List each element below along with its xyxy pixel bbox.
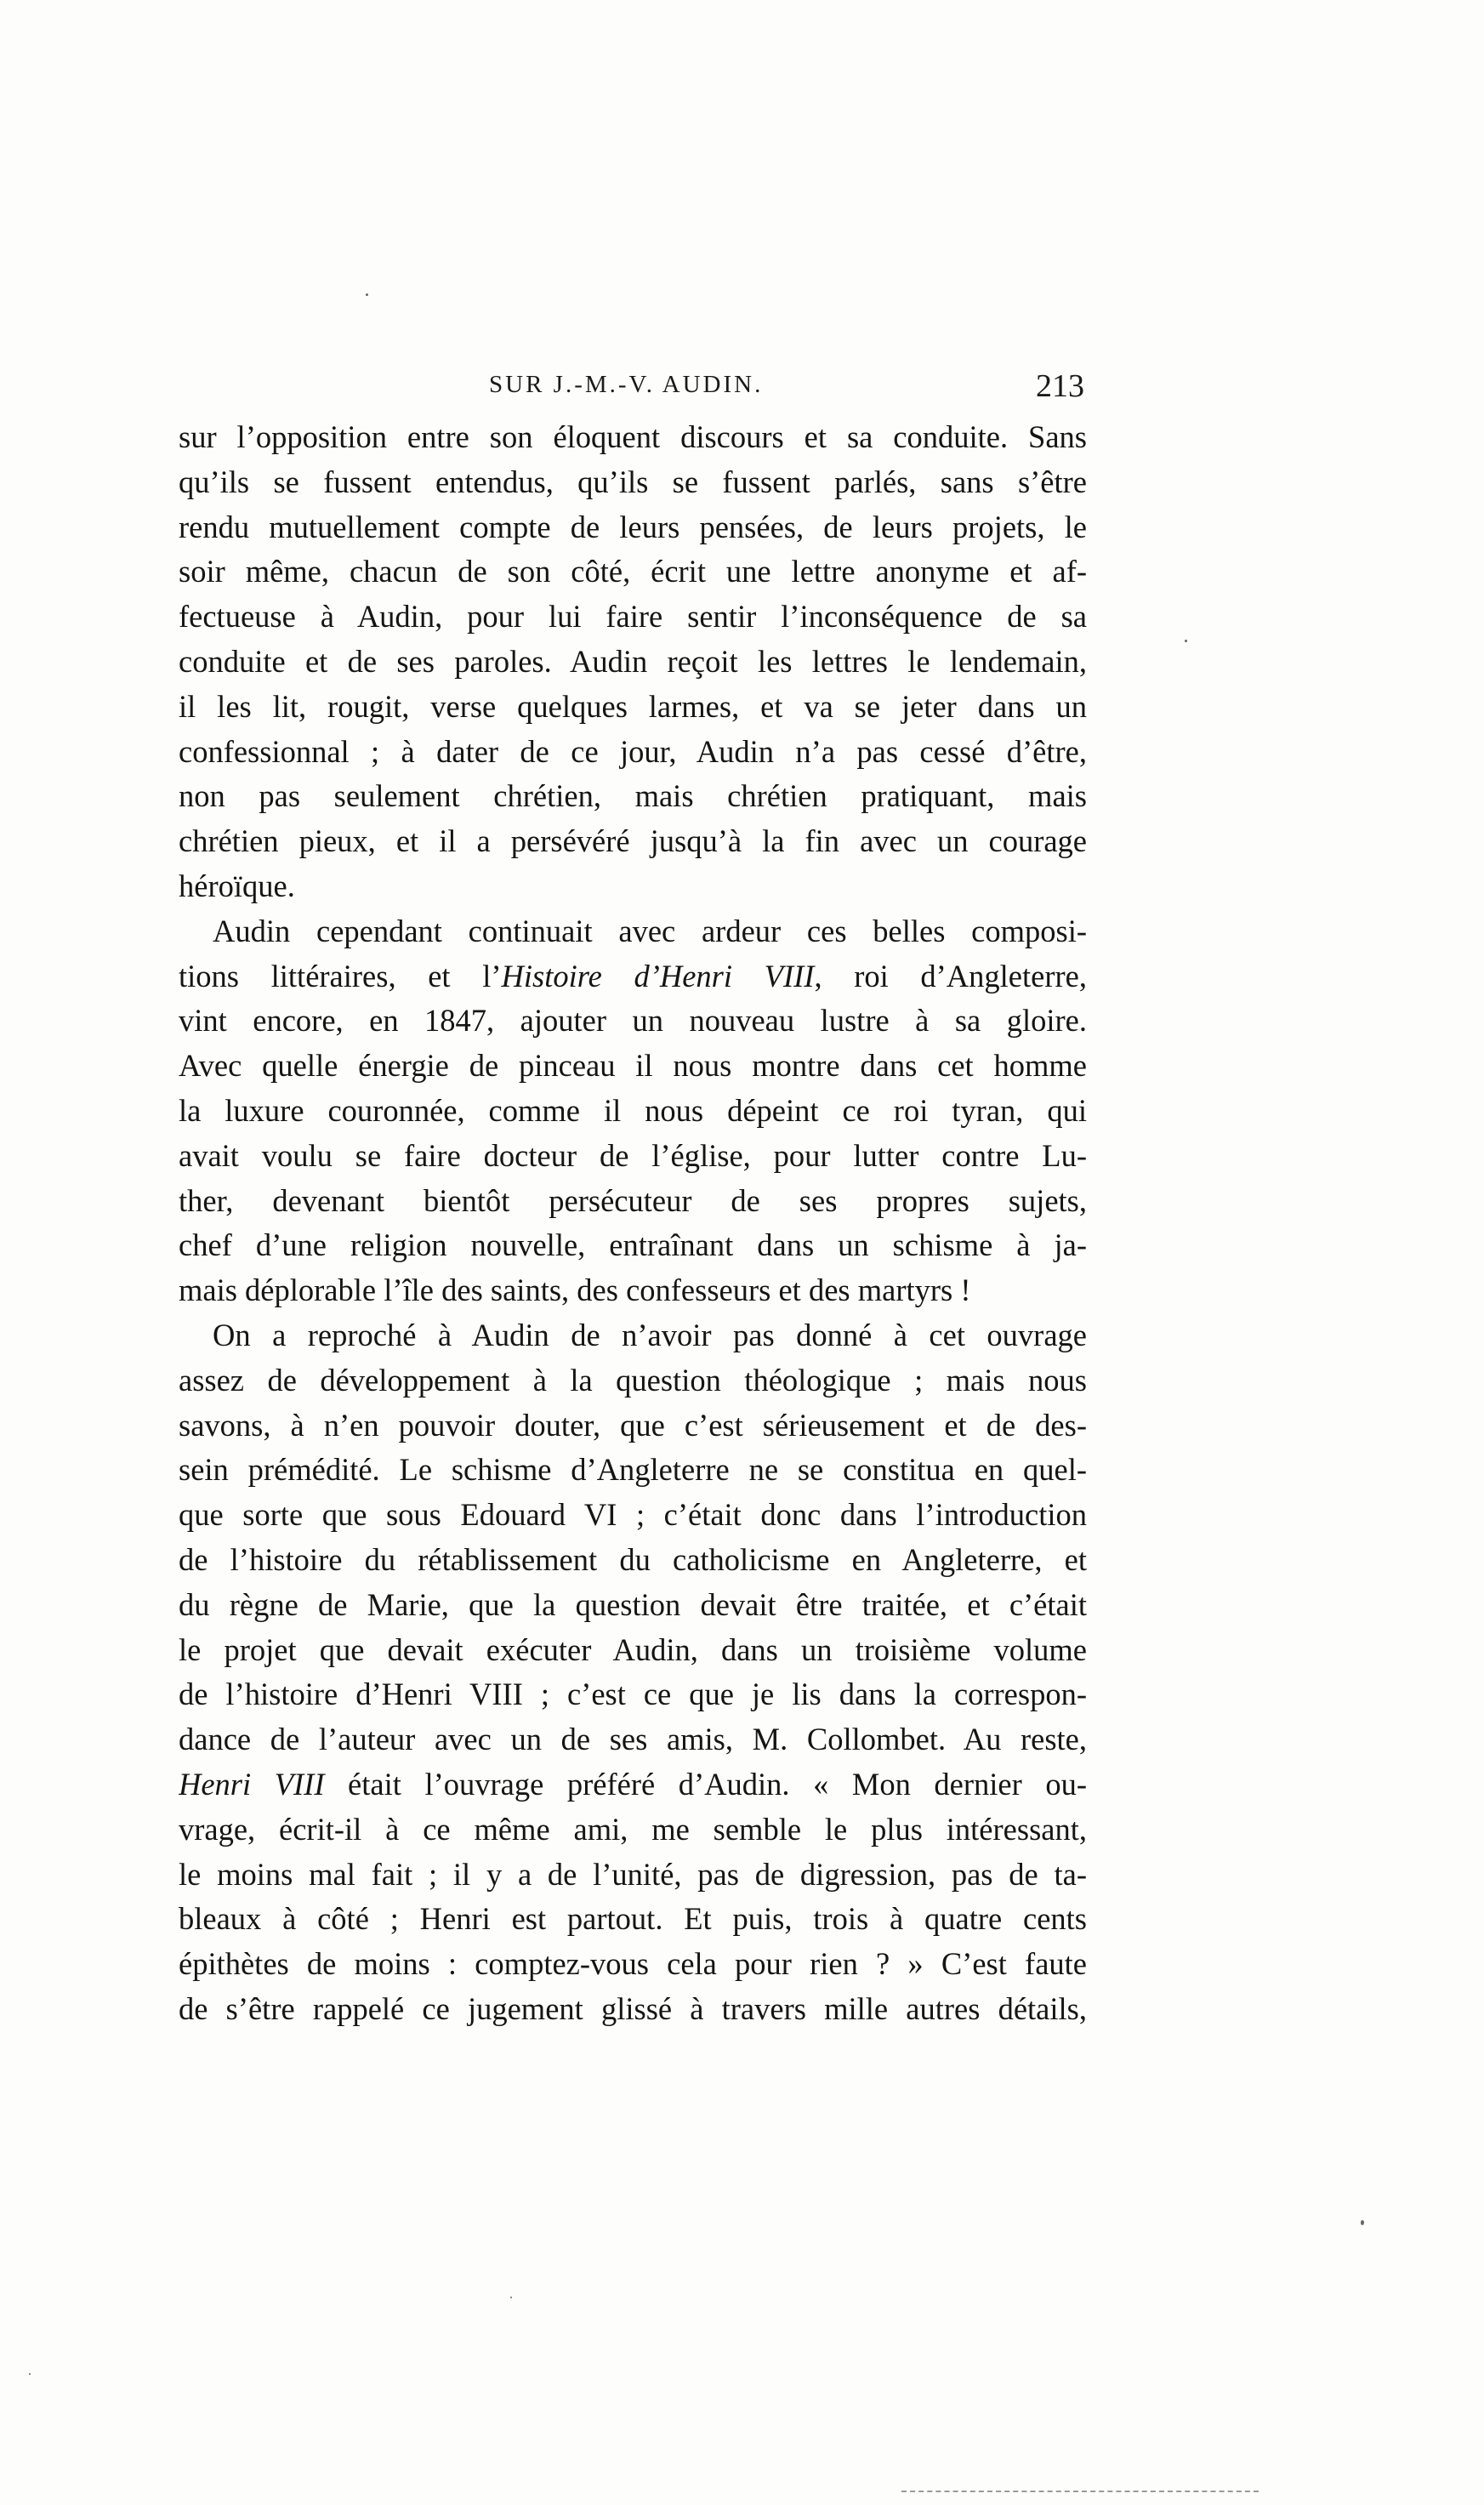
- text-line: [179, 730, 1087, 775]
- italic-title: Henri VIII: [179, 1766, 325, 1802]
- text-line: [179, 1583, 1087, 1628]
- scan-speck: [29, 2373, 31, 2375]
- scan-speck: [510, 2297, 512, 2298]
- text-line: [179, 1762, 1087, 1808]
- text-segment: fectueuse à Audin, pour lui faire sentir l’inconséquence de sa: [179, 599, 1087, 635]
- text-segment: , roi d’Angleterre,: [814, 958, 1087, 993]
- text-line: [179, 1538, 1087, 1583]
- italic-title: Histoire d’Henri VIII: [501, 958, 815, 993]
- text-segment: ther, devenant bientôt persécuteur de ses propres sujets,: [179, 1182, 1087, 1218]
- text-line: [179, 1403, 1087, 1449]
- text-segment: le projet que devait exécuter Audin, dans un troisième volume: [179, 1631, 1087, 1667]
- text-segment: vint encore, en 1847, ajouter un nouveau lustre à sa gloire.: [179, 1003, 1087, 1039]
- scan-speck: [1185, 640, 1187, 642]
- text-segment: épithètes de moins : comptez-vous cela pour rien ? » C’est faute: [179, 1946, 1087, 1982]
- text-segment: assez de développement à la question théologique ; mais nous: [179, 1362, 1087, 1398]
- text-segment: Audin cependant continuait avec ardeur ces belles composi-: [213, 913, 1087, 948]
- page-number: 213: [1036, 368, 1084, 404]
- text-segment: avait voulu se faire docteur de l’église, pour lutter contre Lu-: [179, 1137, 1087, 1173]
- text-line: [179, 460, 1087, 505]
- text-segment: héroïque.: [179, 868, 295, 903]
- text-segment: tions littéraires, et l’: [179, 958, 502, 993]
- text-segment: mais déplorable l’île des saints, des confesseurs et des martyrs !: [179, 1272, 971, 1308]
- text-segment: de s’être rappelé ce jugement glissé à travers mille autres détails,: [179, 1990, 1087, 2026]
- text-segment: dance de l’auteur avec un de ses amis, M. Collombet. Au reste,: [179, 1722, 1087, 1757]
- text-segment: savons, à n’en pouvoir douter, que c’est sérieusement et de des-: [179, 1407, 1087, 1443]
- text-line: [179, 1448, 1087, 1493]
- text-line: [179, 1089, 1087, 1134]
- text-line: [179, 954, 1087, 999]
- text-line: [179, 1853, 1087, 1898]
- text-line: [179, 640, 1087, 685]
- text-line: [179, 1672, 1087, 1717]
- text-line: [179, 864, 1087, 909]
- body-text: [179, 415, 1087, 2032]
- text-segment: vrage, écrit-il à ce même ami, me semble le plus intéressant,: [179, 1811, 1087, 1847]
- scan-speck: [366, 293, 368, 296]
- text-line: [179, 819, 1087, 864]
- text-segment: qu’ils se fussent entendus, qu’ils se fussent parlés, sans s’être: [179, 464, 1087, 499]
- text-segment: sur l’opposition entre son éloquent discours et sa conduite. Sans: [179, 419, 1087, 454]
- text-segment: non pas seulement chrétien, mais chrétien pratiquant, mais: [179, 778, 1087, 814]
- scan-edge-rule: [901, 2491, 1259, 2492]
- text-segment: chrétien pieux, et il a persévéré jusqu’à la fin avec un courage: [179, 823, 1087, 859]
- text-line: [179, 1897, 1087, 1942]
- text-segment: de l’histoire d’Henri VIII ; c’est ce que je lis dans la correspon-: [179, 1677, 1087, 1712]
- text-segment: chef d’une religion nouvelle, entraînant dans un schisme à ja-: [179, 1227, 1087, 1263]
- text-segment: bleaux à côté ; Henri est partout. Et puis, trois à quatre cents: [179, 1901, 1087, 1937]
- page-header: [183, 367, 1084, 410]
- text-segment: conduite et de ses paroles. Audin reçoit les lettres le lendemain,: [179, 643, 1087, 679]
- text-line: [179, 1134, 1087, 1179]
- text-line: [179, 1268, 1087, 1313]
- text-line: [179, 1987, 1087, 2032]
- text-segment: rendu mutuellement compte de leurs pensées, de leurs projets, le: [179, 509, 1087, 544]
- text-line: [179, 1942, 1087, 1987]
- text-segment: confessionnal ; à dater de ce jour, Audin n’a pas cessé d’être,: [179, 733, 1087, 769]
- text-line: [179, 1493, 1087, 1538]
- text-segment: Avec quelle énergie de pinceau il nous montre dans cet homme: [179, 1048, 1087, 1084]
- text-segment: sein prémédité. Le schisme d’Angleterre ne se constitua en quel-: [179, 1452, 1087, 1488]
- text-line: [179, 595, 1087, 640]
- text-line: [179, 1717, 1087, 1762]
- text-line: [179, 1358, 1087, 1403]
- text-segment: était l’ouvrage préféré d’Audin. « Mon dernier ou-: [324, 1766, 1087, 1802]
- text-line: [179, 1223, 1087, 1268]
- text-line: [179, 1044, 1087, 1089]
- text-line: [179, 999, 1087, 1044]
- text-line: [179, 1808, 1087, 1853]
- text-line: [179, 909, 1087, 954]
- text-segment: du règne de Marie, que la question devait être traitée, et c’était: [179, 1586, 1087, 1622]
- text-line: [179, 774, 1087, 819]
- text-line: [179, 549, 1087, 595]
- scan-speck: [1361, 2220, 1364, 2225]
- text-line: [179, 1313, 1087, 1358]
- text-segment: la luxure couronnée, comme il nous dépeint ce roi tyran, qui: [179, 1092, 1087, 1128]
- text-line: [179, 415, 1087, 460]
- text-segment: soir même, chacun de son côté, écrit une lettre anonyme et af-: [179, 554, 1087, 589]
- text-line: [179, 1179, 1087, 1224]
- text-line: [179, 1628, 1087, 1673]
- text-segment: le moins mal fait ; il y a de l’unité, pas de digression, pas de ta-: [179, 1856, 1087, 1892]
- text-line: [179, 505, 1087, 550]
- running-title: SUR J.-M.-V. AUDIN.: [489, 371, 764, 398]
- text-segment: il les lit, rougit, verse quelques larmes, et va se jeter dans un: [179, 688, 1087, 724]
- text-segment: que sorte que sous Edouard VI ; c’était donc dans l’introduction: [179, 1497, 1087, 1533]
- text-segment: de l’histoire du rétablissement du catholicisme en Angleterre, et: [179, 1541, 1087, 1577]
- text-segment: On a reproché à Audin de n’avoir pas donné à cet ouvrage: [213, 1317, 1087, 1352]
- text-line: [179, 685, 1087, 730]
